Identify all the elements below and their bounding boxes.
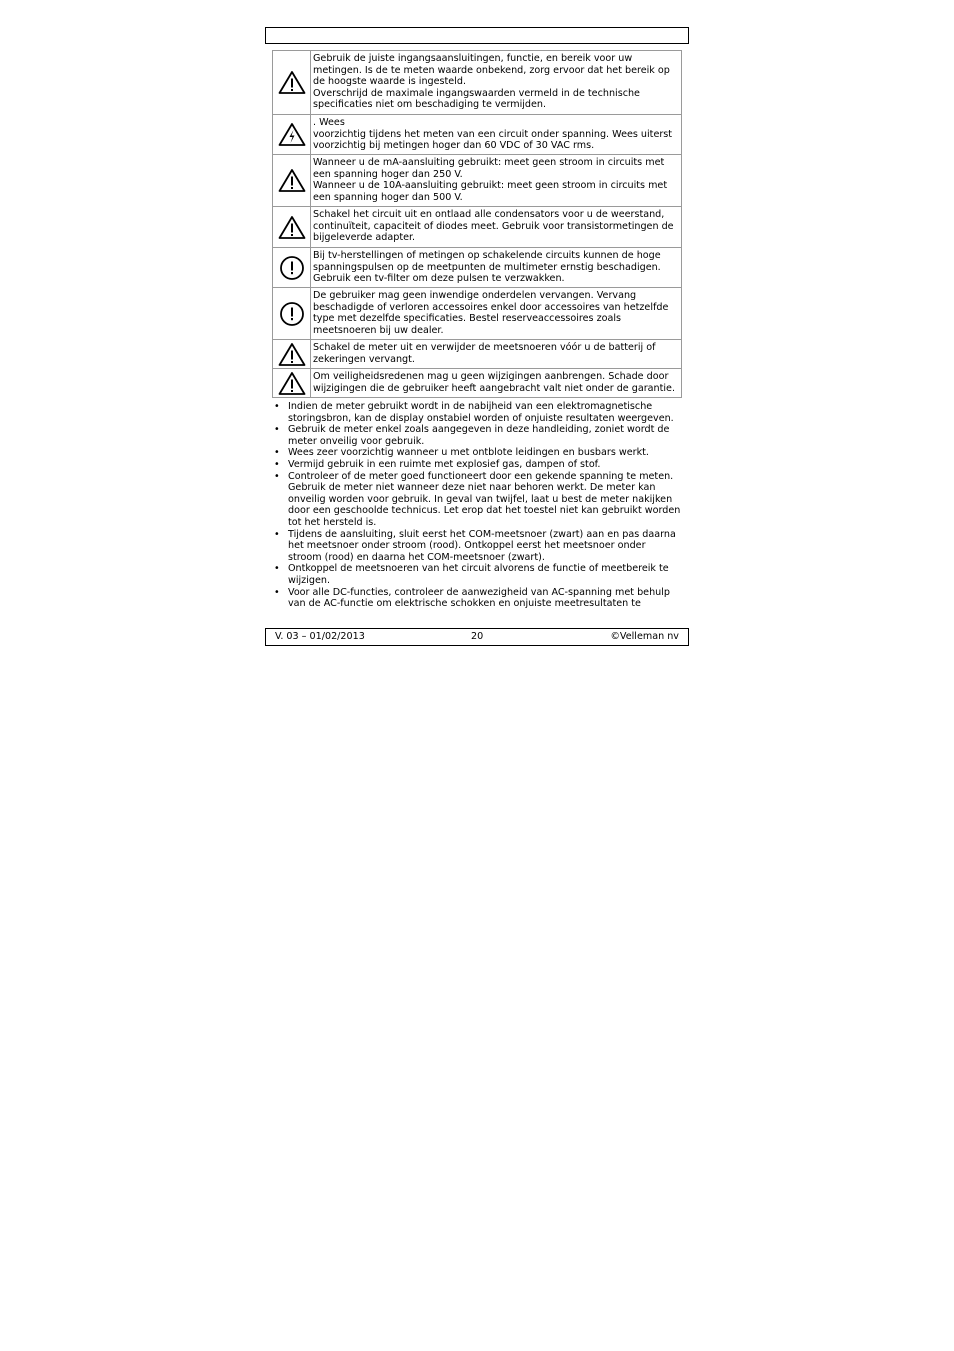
list-item-text: Vermijd gebruik in een ruimte met explosief gas, dampen of stof. — [288, 458, 601, 470]
high-voltage-triangle-icon — [273, 115, 311, 155]
warning-row — [273, 288, 682, 340]
caution-circle-icon — [273, 248, 311, 288]
warning-triangle-icon — [273, 51, 311, 115]
bullet-icon: • — [274, 528, 280, 540]
page-header-box — [265, 27, 689, 44]
bullet-icon: • — [274, 563, 280, 575]
warning-text: De gebruiker mag geen inwendige onderdelen vervangen. Vervang beschadigde of verloren accessoires enkel door accessoires van hetzelfde type met dezelfde specificaties. Bestel reserveaccessoires zoals meetsnoeren bij uw dealer. — [311, 288, 682, 340]
warning-row — [273, 51, 682, 115]
list-item-text: Voor alle DC-functies, controleer de aanwezigheid van AC-spanning met behulp van de AC-functie om elektrische schokken en onjuiste meetresultaten te — [288, 586, 670, 610]
list-item — [272, 424, 682, 447]
list-item — [272, 529, 682, 564]
warning-row — [273, 207, 682, 248]
warning-row — [273, 115, 682, 155]
list-item — [272, 471, 682, 529]
warning-text: Schakel het circuit uit en ontlaad alle condensators voor u de weerstand, continuïteit, capaciteit of diodes meet. Gebruik voor transistormetingen de bijgeleverde adapter. — [311, 207, 682, 248]
bullet-icon: • — [274, 586, 280, 598]
list-item — [272, 401, 682, 424]
bullet-icon: • — [274, 470, 280, 482]
caution-circle-icon — [273, 288, 311, 340]
footer-page-number: 20 — [471, 631, 484, 642]
bullet-icon: • — [274, 458, 280, 470]
bullet-icon: • — [274, 401, 280, 412]
page-footer — [265, 628, 689, 646]
list-item-text: Ontkoppel de meetsnoeren van het circuit alvorens de functie of meetbereik te wijzigen. — [288, 563, 669, 586]
list-item — [272, 563, 682, 586]
footer-copyright: ©Velleman nv — [610, 631, 679, 642]
warning-row — [273, 155, 682, 207]
warning-triangle-icon — [273, 340, 311, 369]
warning-triangle-icon — [273, 155, 311, 207]
warning-text: Wanneer u de mA-aansluiting gebruikt: meet geen stroom in circuits met een spanning hoger dan 250 V. Wanneer u de 10A-aansluiting gebruikt: meet geen stroom in circuits met een spanning hoger dan 500 V. — [311, 155, 682, 207]
warning-row — [273, 369, 682, 398]
bullet-icon: • — [274, 447, 280, 459]
bullet-icon: • — [274, 424, 280, 436]
list-item — [272, 459, 682, 471]
warning-row — [273, 340, 682, 369]
list-item — [272, 447, 682, 459]
warning-text: Schakel de meter uit en verwijder de meetsnoeren vóór u de batterij of zekeringen vervangt. — [311, 340, 682, 369]
safety-warnings-table — [272, 50, 682, 398]
list-item — [272, 587, 682, 610]
list-item-text: Wees zeer voorzichtig wanneer u met ontblote leidingen en busbars werkt. — [288, 447, 649, 459]
list-item-text: Indien de meter gebruikt wordt in de nabijheid van een elektromagnetische storingsbron, kan de display onstabiel worden of onjuiste resultaten weergeven. — [288, 401, 674, 424]
list-item-text: Gebruik de meter enkel zoals aangegeven in deze handleiding, zoniet wordt de meter onveilig voor gebruik. — [288, 424, 670, 447]
warning-text: Gebruik de juiste ingangsaansluitingen, functie, en bereik voor uw metingen. Is de te meten waarde onbekend, zorg ervoor dat het bereik op de hoogste waarde is ingesteld. Overschrijd de maximale ingangswaarden vermeld in de technische specificaties niet om beschadiging te vermijden. — [311, 51, 682, 115]
warning-triangle-icon — [273, 207, 311, 248]
list-item-text: Tijdens de aansluiting, sluit eerst het COM-meetsnoer (zwart) aan en pas daarna het meetsnoer onder stroom (rood). Ontkoppel eerst het meetsnoer onder stroom (rood) en daarna het COM-meetsnoer (zwart). — [288, 528, 676, 563]
warning-text: . Wees voorzichtig tijdens het meten van een circuit onder spanning. Wees uiterst voorzichtig bij metingen hoger dan 60 VDC of 30 VAC rms. — [311, 115, 682, 155]
warning-text: Bij tv-herstellingen of metingen op schakelende circuits kunnen de hoge spanningspulsen op de meetpunten de multimeter ernstig beschadigen. Gebruik een tv-filter om deze pulsen te verzwakken. — [311, 248, 682, 288]
warning-row — [273, 248, 682, 288]
footer-version: V. 03 – 01/02/2013 — [275, 631, 365, 642]
warning-text: Om veiligheidsredenen mag u geen wijzigingen aanbrengen. Schade door wijzigingen die de gebruiker heeft aangebracht valt niet onder de garantie. — [311, 369, 682, 398]
list-item-text: Controleer of de meter goed functioneert door een gekende spanning te meten. Gebruik de meter niet wanneer deze niet naar behoren werkt. De meter kan onveilig worden voor gebruik. In geval van twijfel, laat u best de meter nakijken door een geschoolde technicus. Let erop dat het toestel niet kan gebruikt worden tot het hersteld is. — [288, 470, 681, 528]
safety-bullet-list — [272, 401, 682, 610]
warning-triangle-icon — [273, 369, 311, 398]
